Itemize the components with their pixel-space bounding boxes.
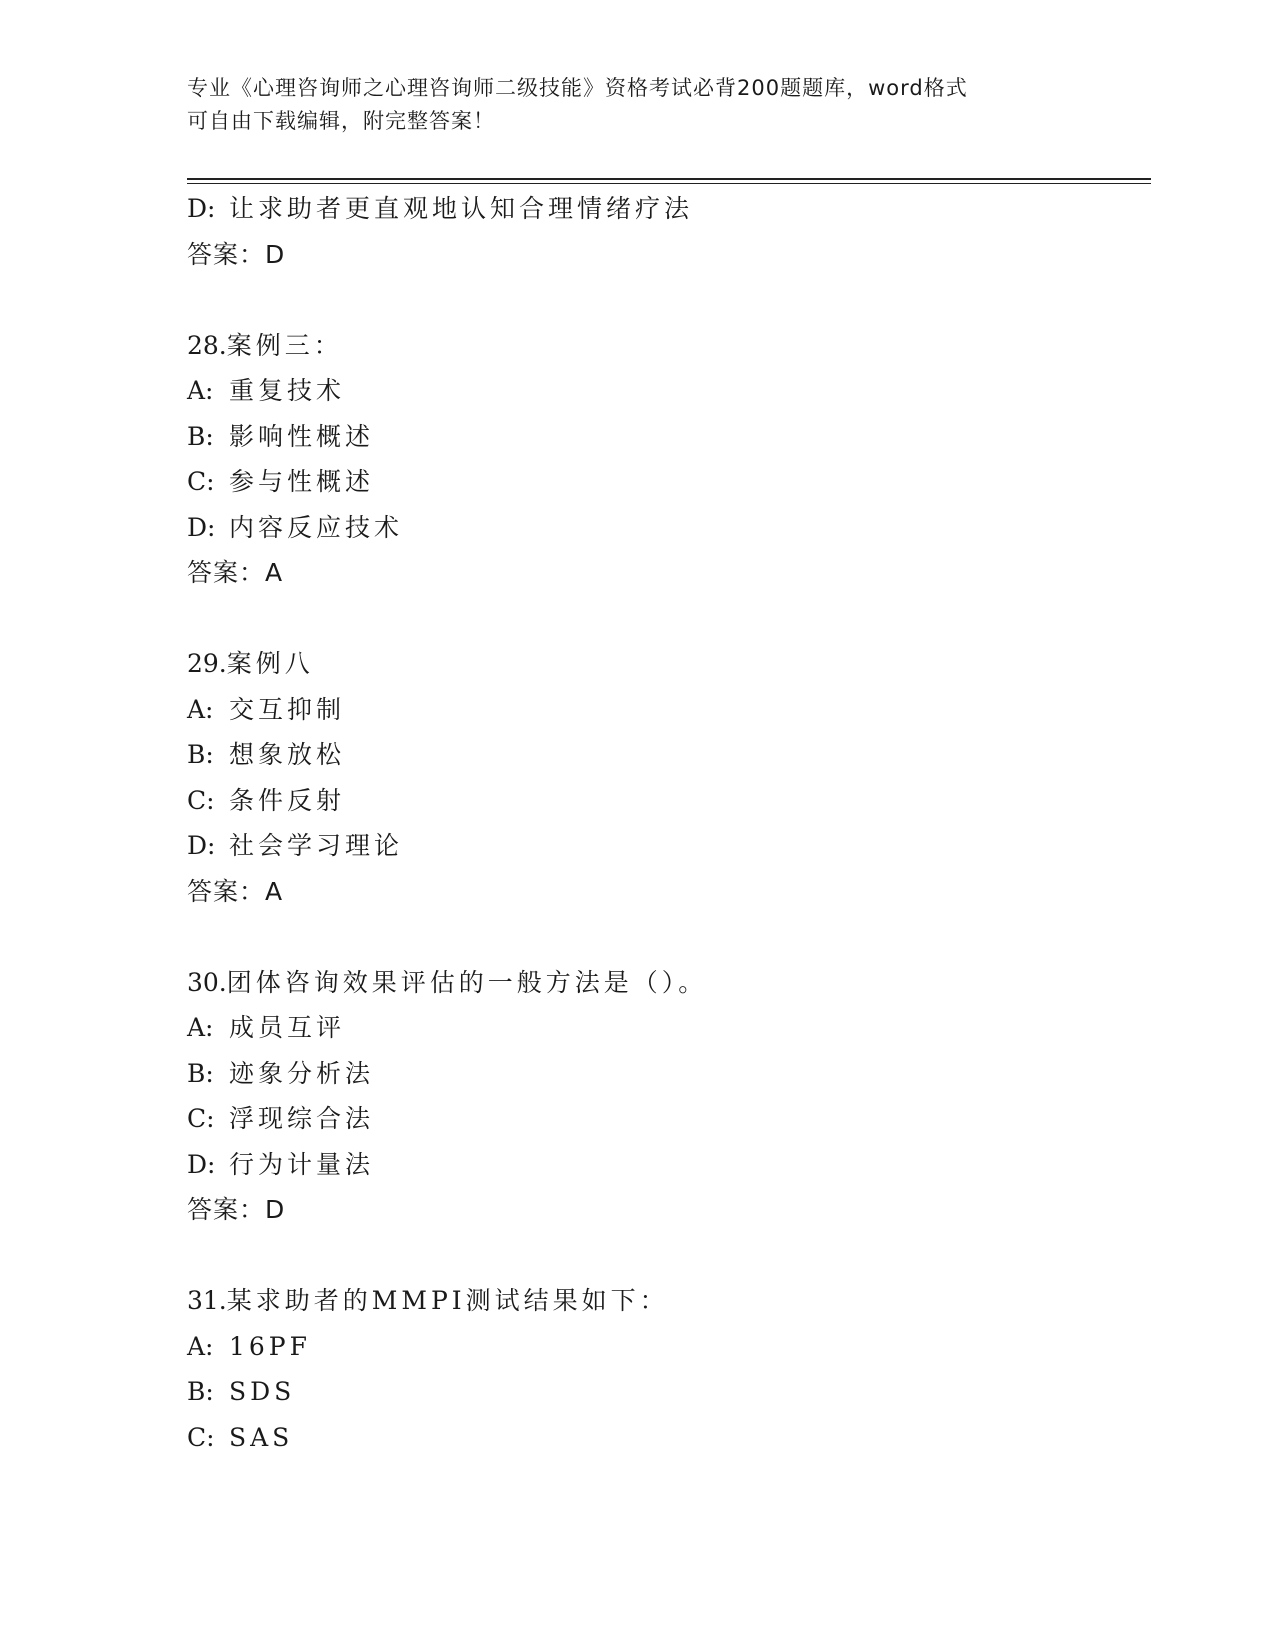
option-text: SDS [229, 1377, 296, 1406]
answer-value: A [265, 558, 284, 587]
question-list [187, 186, 1147, 1460]
option-label: B: [187, 1377, 214, 1406]
option-text: 社会学习理论 [229, 831, 404, 860]
question-number: 31. [187, 1286, 227, 1315]
option-text: 参与性概述 [229, 467, 375, 496]
answer-prefix: 答案： [187, 876, 266, 906]
option-label: A: [187, 694, 214, 724]
spacer [187, 914, 1147, 960]
option-c [187, 1415, 1147, 1461]
option-text: 浮现综合法 [229, 1104, 375, 1133]
question-number: 28. [187, 330, 227, 360]
option-label: A: [187, 1331, 214, 1361]
question-text: 团体咨询效果评估的一般方法是（）。 [226, 967, 708, 997]
answer-value: D [265, 239, 286, 269]
option-label: C: [187, 1422, 215, 1452]
option-c [187, 778, 1147, 824]
option-label: A: [187, 1013, 214, 1042]
option-label: D: [187, 194, 216, 223]
answer-line [187, 232, 1147, 278]
spacer [187, 277, 1147, 323]
answer-line [187, 550, 1147, 596]
answer-prefix: 答案： [187, 239, 266, 269]
option-label: D: [187, 1149, 216, 1179]
option-text: 迹象分析法 [229, 1058, 375, 1088]
question-29-stem [187, 641, 1147, 687]
option-c [187, 1096, 1147, 1142]
option-label: B: [187, 1058, 214, 1088]
answer-value: A [265, 876, 284, 906]
header-rule-thin [187, 183, 1151, 184]
question-30-stem [187, 960, 1147, 1006]
option-label: C: [187, 467, 215, 496]
option-a [187, 1005, 1147, 1051]
answer-value: D [265, 1195, 286, 1224]
option-b [187, 414, 1147, 460]
document-header [187, 72, 1087, 138]
header-rule-thick [187, 178, 1151, 180]
question-number: 29. [187, 649, 227, 678]
option-a [187, 368, 1147, 414]
spacer [187, 1233, 1147, 1279]
option-text: 成员互评 [229, 1013, 346, 1042]
question-28-stem [187, 323, 1147, 369]
option-label: B: [187, 740, 214, 769]
option-b [187, 1369, 1147, 1415]
option-text: 行为计量法 [229, 1149, 375, 1179]
option-text: 想象放松 [229, 740, 346, 769]
question-number: 30. [187, 967, 227, 997]
question-text: 案例八 [226, 649, 314, 678]
option-text: SAS [229, 1422, 294, 1452]
option-text: 16PF [229, 1331, 311, 1361]
question-31-stem [187, 1278, 1147, 1324]
option-label: D: [187, 831, 216, 860]
option-text: 让求助者更直观地认知合理情绪疗法 [229, 194, 694, 223]
option-label: B: [187, 421, 214, 451]
spacer [187, 596, 1147, 642]
option-text: 影响性概述 [229, 421, 375, 451]
option-label: C: [187, 1104, 215, 1133]
option-a [187, 687, 1147, 733]
answer-line [187, 869, 1147, 915]
option-d [187, 505, 1147, 551]
option-d [187, 1142, 1147, 1188]
option-a [187, 1324, 1147, 1370]
option-text: 内容反应技术 [229, 512, 404, 542]
option-label: A: [187, 376, 214, 405]
option-text: 交互抑制 [229, 694, 346, 724]
option-d [187, 186, 1147, 232]
option-text: 条件反射 [229, 785, 346, 815]
answer-prefix: 答案： [187, 1195, 266, 1224]
header-line-2: 可自由下载编辑，附完整答案！ [187, 109, 495, 133]
option-d [187, 823, 1147, 869]
option-b [187, 732, 1147, 778]
question-text: 案例三： [226, 330, 343, 360]
option-text: 重复技术 [229, 376, 346, 405]
option-c [187, 459, 1147, 505]
option-label: C: [187, 785, 215, 815]
answer-prefix: 答案： [187, 558, 266, 587]
question-text: 某求助者的MMPI测试结果如下： [226, 1286, 669, 1315]
answer-line [187, 1187, 1147, 1233]
option-b [187, 1051, 1147, 1097]
option-label: D: [187, 512, 216, 542]
header-line-1: 专业《心理咨询师之心理咨询师二级技能》资格考试必背200题题库，word格式 [187, 76, 968, 100]
